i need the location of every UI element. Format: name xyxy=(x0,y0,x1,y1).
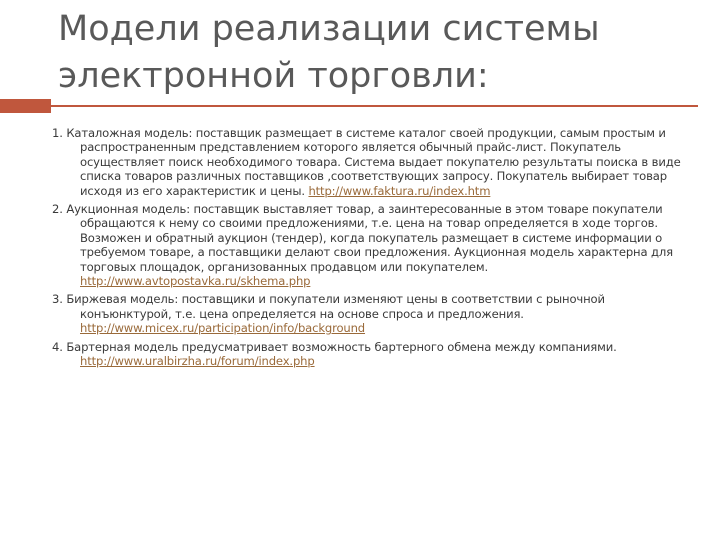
title-accent-block xyxy=(0,99,51,113)
list-item-number: 4. xyxy=(52,339,63,354)
link-avtopostavka[interactable]: http://www.avtopostavka.ru/skhema.php xyxy=(80,274,311,289)
list-item-text: Аукционная модель: поставщик выставляет товар, а заинтересованные в этом товаре покупатели обращаются к нему со своими предложениями, т.е. цена на товар определяется в ходе торгов. Возможен и обратный аукцион (тендер), когда покупатель размещает в системе информации о требуемом товаре, а поставщики делают свои предложения. Аукционная модель характерна для торговых площадок, организованных продавцом или покупателем. xyxy=(66,202,673,274)
title-divider-line xyxy=(51,105,698,107)
list-item-exchange-model xyxy=(52,292,694,335)
slide-title xyxy=(58,6,698,100)
list-item-barter-model xyxy=(52,340,694,369)
list-item-number: 3. xyxy=(52,292,63,307)
list-item-catalog-model xyxy=(52,126,694,198)
list-item-text: Биржевая модель: поставщики и покупатели изменяют цены в соответствии с рыночной конъюнктурой, т.е. цена определяется на основе спроса и предложения. xyxy=(66,292,605,321)
link-micex[interactable]: http://www.micex.ru/participation/info/background xyxy=(80,321,366,336)
list-item-text: Бартерная модель предусматривает возможность бартерного обмена между компаниями. xyxy=(66,339,617,354)
link-uralbirzha[interactable]: http://www.uralbirzha.ru/forum/index.php xyxy=(80,354,315,369)
list-item-number: 1. xyxy=(52,126,63,140)
slide-body xyxy=(52,126,694,373)
slide-title-line-2: электронной торговли: xyxy=(58,56,489,96)
slide-title-line-1: Модели реализации системы xyxy=(58,9,600,49)
list-item-text: Каталожная модель: поставщик размещает в системе каталог своей продукции, самым простым и распространенным представлением которого является обычный прайс-лист. Покупатель осуществляет поиск необходимого товара. Система выдает покупателю результаты поиска в виде списка товаров различных поставщиков ,соответствующих запросу. Покупатель выбирает товар исходя из его характеристик и цены. xyxy=(66,126,681,198)
link-faktura[interactable]: http://www.faktura.ru/index.htm xyxy=(308,183,491,198)
list-item-auction-model xyxy=(52,202,694,288)
list-item-number: 2. xyxy=(52,202,63,217)
